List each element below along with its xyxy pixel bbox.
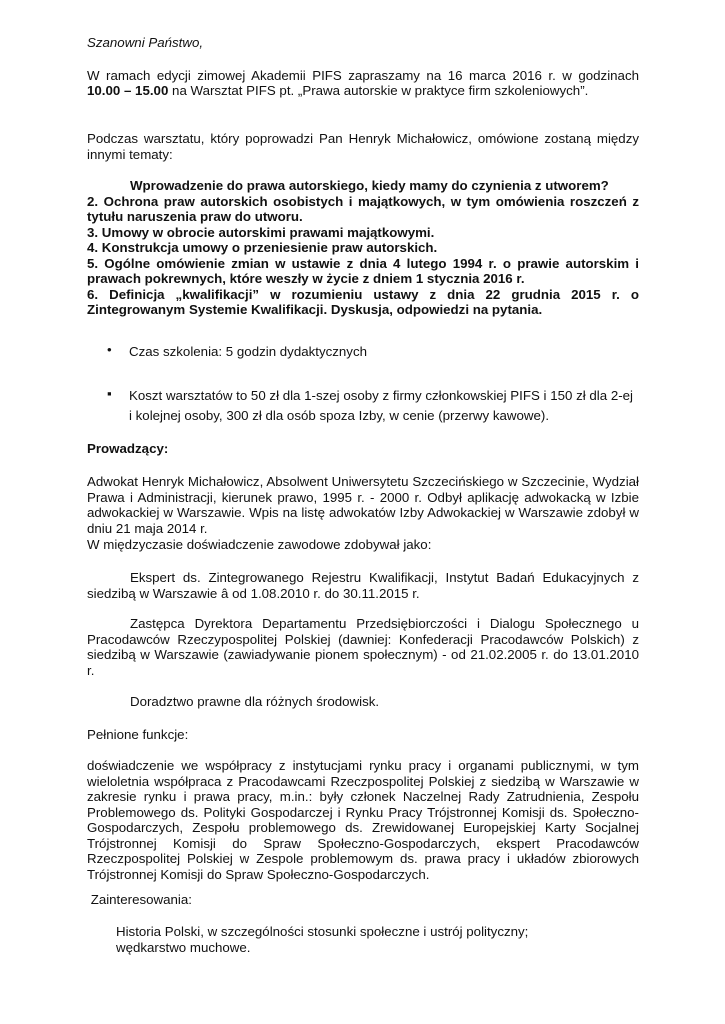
topic-item: 6. Definicja „kwalifikacji” w rozumieniu ustawy z dnia 22 grudnia 2015 r. o Zintegrowanym Systemie Kwalifikacji. Dyskusja, odpowiedzi na pytania.	[87, 286, 639, 317]
experience-item: Ekspert ds. Zintegrowanego Rejestru Kwalifikacji, Instytut Badań Edukacyjnych z siedzibą w Warszawie â od 1.08.2010 r. do 30.11.2015 r.	[87, 570, 639, 601]
topic-item: 2. Ochrona praw autorskich osobistych i majątkowych, w tym omówienia roszczeń z tytułu naruszenia praw do utworu.	[87, 193, 639, 224]
topic-item: 5. Ogólne omówienie zmian w ustawie z dnia 4 lutego 1994 r. o prawie autorskim i prawach pokrewnych, które weszły w życie z dniem 1 stycznia 2016 r.	[87, 255, 639, 286]
bullet-text: Czas szkolenia: 5 godzin dydaktycznych	[129, 344, 367, 359]
functions-heading: Pełnione funkcje:	[87, 727, 189, 742]
leader-heading: Prowadzący:	[87, 441, 169, 456]
experience-intro: W międzyczasie doświadczenie zawodowe zdobywał jako:	[87, 537, 432, 552]
intro-topics-lead: Podczas warsztatu, który poprowadzi Pan Henryk Michałowicz, omówione zostaną między innymi tematy:	[87, 131, 639, 162]
interests-heading: Zainteresowania:	[87, 892, 192, 907]
greeting: Szanowni Państwo,	[87, 35, 204, 50]
topic-item: Wprowadzenie do prawa autorskiego, kiedy mamy do czynienia z utworem?	[130, 178, 609, 193]
topic-item: 4. Konstrukcja umowy o przeniesienie praw autorskich.	[87, 240, 438, 255]
bio-paragraph: Adwokat Henryk Michałowicz, Absolwent Uniwersytetu Szczecińskiego w Szczecinie, Wydział Prawa i Administracji, kierunek prawo, 1995 r. - 2000 r. Odbył aplikację adwokacką w Izbie adwokackiej w Warszawie. Wpis na listę adwokatów Izby Adwokackiej w Warszawie zdobył w dniu 21 maja 2014 r.	[87, 474, 639, 536]
bullet-text: Koszt warsztatów to 50 zł dla 1-szej osoby z firmy członkowskiej PIFS i 150 zł dla 2-ej i kolejnej osoby, 300 zł dla osób spoza Izby, w cenie (przerwy kawowe).	[129, 388, 633, 423]
intro-paragraph	[87, 68, 639, 98]
intro-text-2: na Warsztat PIFS pt. „Prawa autorskie w praktyce firm szkoleniowych”.	[172, 83, 589, 98]
intro-time: 10.00 – 15.00	[87, 83, 169, 98]
bullet-dot-icon: •	[107, 342, 112, 357]
functions-paragraph: doświadczenie we współpracy z instytucjami rynku pracy i organami publicznymi, w tym wieloletnia współpraca z Pracodawcami Rzeczpospolitej Polskiej z siedzibą w Warszawie w zakresie rynku i prawa pracy, m.in.: były członek Naczelnej Rady Zatrudnienia, Zespołu Problemowego ds. Polityki Gospodarczej i Rynku Pracy Trójstronnej Komisji ds. Społeczno-Gospodarczych, Zespołu problemowego ds. Zrewidowanej Europejskiej Karty Socjalnej Trójstronnej Komisji do Spraw Społeczno-Gospodarczych, ekspert Pracodawców Rzeczpospolitej Polskiej w Zespole problemowym ds. prawa pracy i układów zbiorowych Trójstronnej Komisji do Spraw Społeczno-Gospodarczych.	[87, 758, 639, 882]
interest-item: Historia Polski, w szczególności stosunki społeczne i ustrój polityczny;	[116, 924, 529, 939]
experience-item: Zastępca Dyrektora Departamentu Przedsiębiorczości i Dialogu Społecznego u Pracodawców Rzeczypospolitej Polskiej (dawniej: Konfederacji Pracodawców Polskich) z siedzibą w Warszawie (zawiadywanie pionem społecznym) - od 21.02.2005 r. do 13.01.2010 r.	[87, 616, 639, 678]
topics-list	[87, 178, 639, 318]
interests-list	[87, 924, 639, 955]
topic-item: 3. Umowy w obrocie autorskimi prawami majątkowymi.	[87, 224, 435, 240]
bullet-square-icon: ▪	[107, 386, 112, 401]
intro-text-1: W ramach edycji zimowej Akademii PIFS zapraszamy na 16 marca 2016 r. w godzinach	[87, 68, 639, 83]
interest-item: wędkarstwo muchowe.	[116, 939, 251, 955]
experience-item: Doradztwo prawne dla różnych środowisk.	[130, 694, 380, 709]
